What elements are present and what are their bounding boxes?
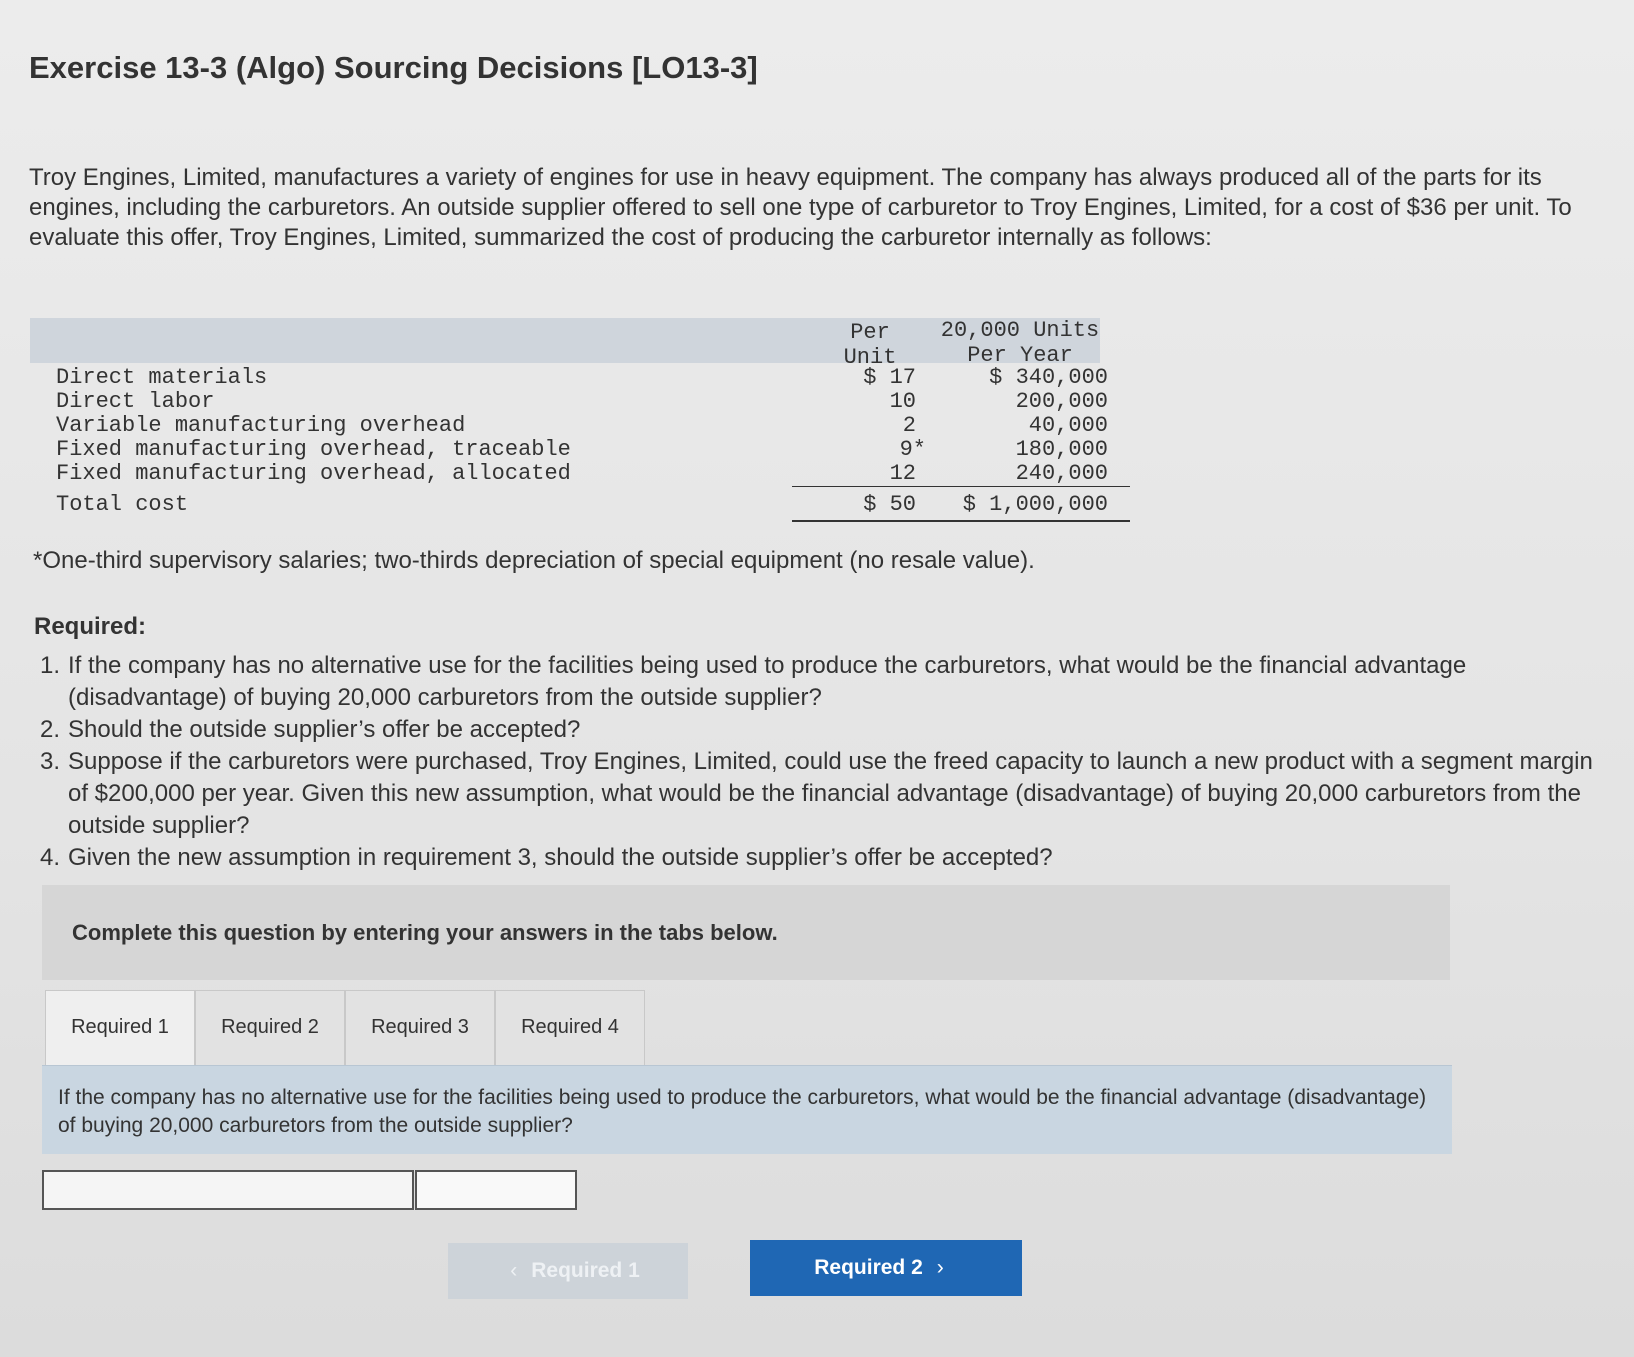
row-label: Direct labor	[56, 389, 215, 414]
per-year-header-line2: Per Year	[967, 343, 1073, 368]
per-unit-header	[825, 320, 915, 370]
per-year-value: 180,000	[1015, 437, 1108, 462]
required-heading: Required:	[34, 613, 147, 640]
cost-table-header	[30, 318, 1100, 370]
total-label: Total cost	[56, 492, 189, 517]
per-year-value: 240,000	[1015, 461, 1108, 486]
item-number: 1.	[40, 652, 61, 679]
table-row	[30, 437, 1108, 462]
tab-panel	[42, 1065, 1452, 1154]
row-label: Variable manufacturing overhead	[56, 413, 466, 438]
tab-required-2[interactable]: Required 2	[195, 990, 345, 1065]
row-label: Direct materials	[56, 365, 268, 390]
per-unit-value: 12	[889, 461, 916, 486]
per-year-header	[935, 318, 1105, 368]
list-item	[40, 842, 1600, 874]
prev-button-label: Required 1	[531, 1259, 640, 1282]
row-label: Fixed manufacturing overhead, traceable	[56, 437, 571, 462]
table-row	[30, 413, 1108, 438]
per-unit-header-line1: Per	[850, 320, 890, 345]
per-unit-value: $ 17	[863, 365, 916, 390]
chevron-right-icon: ›	[936, 1256, 944, 1279]
list-item	[40, 650, 1600, 714]
per-unit-value: 10	[889, 389, 916, 414]
per-year-value: 200,000	[1015, 389, 1108, 414]
table-row	[30, 365, 1108, 390]
cost-table	[30, 310, 1108, 525]
per-unit-value: 9*	[899, 437, 926, 462]
footnote: *One-third supervisory salaries; two-thirds depreciation of special equipment (no resale value).	[33, 547, 1035, 574]
total-per-unit: $ 50	[863, 492, 916, 517]
question-text: If the company has no alternative use for the facilities being used to produce the carburetors, what would be the financial advantage (disadvantage) of buying 20,000 carburetors from the outside supplier?	[58, 1086, 1427, 1137]
intro-paragraph: Troy Engines, Limited, manufactures a variety of engines for use in heavy equipment. The company has always produced all of the parts for its engines, including the carburetors. An outside supplier offered to sell one type of carburetor to Troy Engines, Limited, for a cost of $36 per unit. To evaluate this offer, Troy Engines, Limited, summarized the cost of producing the carburetor internally as follows:	[29, 164, 1572, 251]
next-button[interactable]	[750, 1240, 1022, 1296]
per-year-value: 40,000	[1028, 413, 1108, 438]
intro-text	[29, 163, 1589, 253]
tab-required-1[interactable]: Required 1	[45, 990, 195, 1068]
requirements-list	[40, 650, 1600, 874]
chevron-left-icon: ‹	[510, 1259, 518, 1282]
table-row	[30, 461, 1108, 486]
instructions-box	[42, 885, 1450, 980]
answer-label-field[interactable]	[42, 1170, 414, 1210]
per-unit-header-line2: Unit	[843, 345, 897, 370]
per-unit-value: 2	[902, 413, 916, 438]
year-double-rule	[890, 520, 1130, 522]
next-button-label: Required 2	[814, 1256, 923, 1279]
item-number: 3.	[40, 748, 61, 775]
per-year-header-line1: 20,000 Units	[940, 318, 1100, 343]
page-title: Exercise 13-3 (Algo) Sourcing Decisions [LO13-3]	[29, 50, 758, 85]
tab-required-3[interactable]: Required 3	[345, 990, 495, 1065]
year-total-rule	[890, 486, 1130, 487]
instructions-text: Complete this question by entering your answers in the tabs below.	[72, 920, 778, 945]
item-text: Should the outside supplier’s offer be accepted?	[68, 716, 581, 743]
total-row	[30, 492, 1108, 518]
list-item	[40, 714, 1600, 746]
row-label: Fixed manufacturing overhead, allocated	[56, 461, 571, 486]
item-text: Suppose if the carburetors were purchased, Troy Engines, Limited, could use the freed capacity to launch a new product with a segment margin of $200,000 per year. Given this new assumption, what would be the financial advantage (disadvantage) of buying 20,000 carburetors from the outside supplier?	[68, 748, 1593, 839]
list-item	[40, 746, 1600, 842]
item-text: Given the new assumption in requirement 3, should the outside supplier’s offer be accepted?	[68, 844, 1053, 871]
prev-button[interactable]	[448, 1243, 688, 1299]
tab-required-4[interactable]: Required 4	[495, 990, 645, 1065]
item-number: 4.	[40, 844, 61, 871]
cost-table-body	[30, 365, 1108, 486]
answer-input[interactable]	[415, 1170, 577, 1210]
per-year-value: $ 340,000	[989, 365, 1108, 390]
table-row	[30, 389, 1108, 414]
item-text: If the company has no alternative use for the facilities being used to produce the carburetors, what would be the financial advantage (disadvantage) of buying 20,000 carburetors from the outside supplier?	[68, 652, 1467, 711]
total-per-year: $ 1,000,000	[962, 492, 1108, 517]
item-number: 2.	[40, 716, 61, 743]
